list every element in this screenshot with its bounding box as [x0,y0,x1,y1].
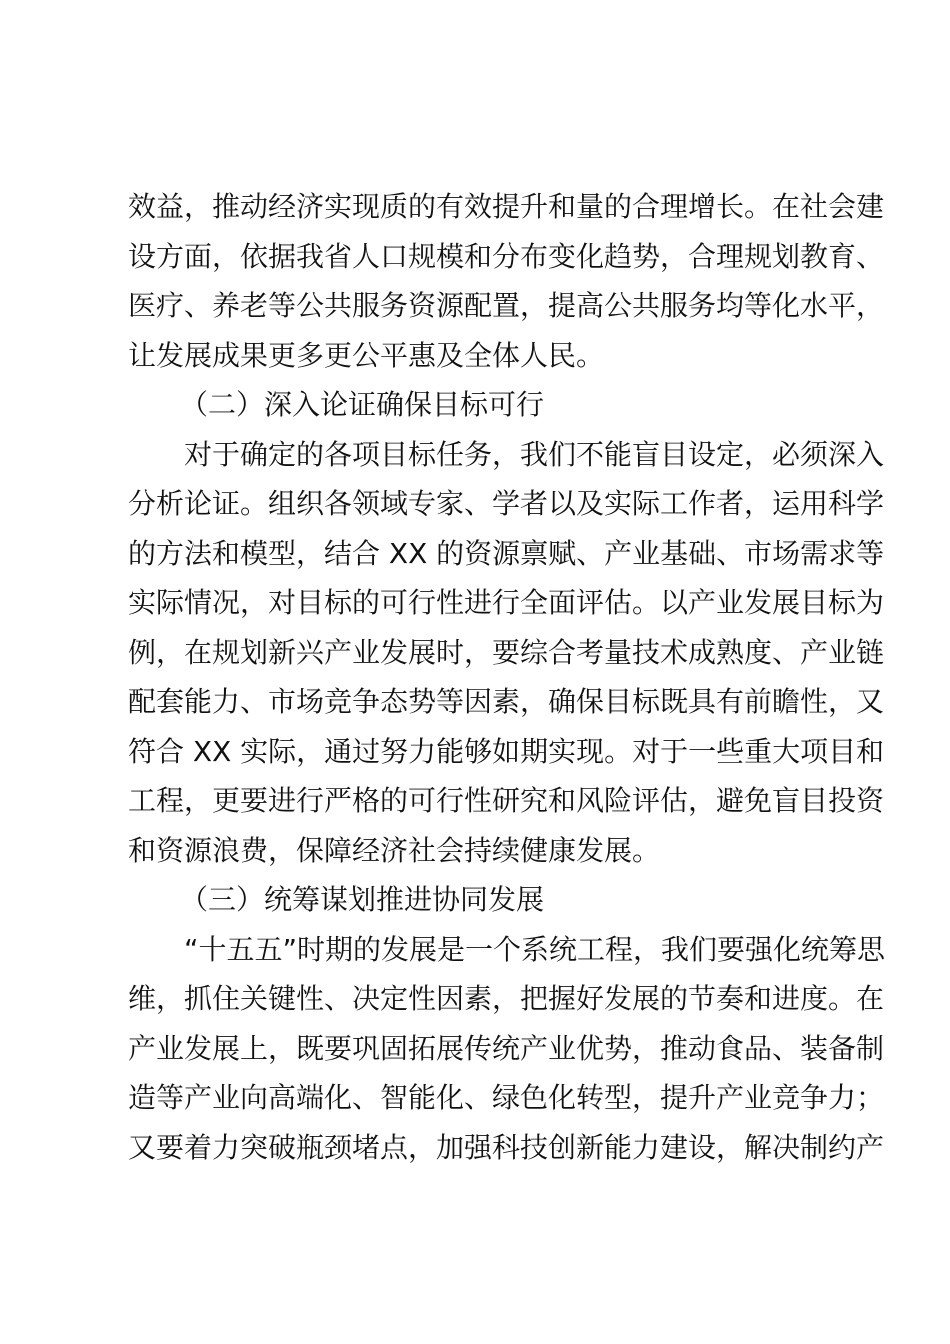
body-line: 对于确定的各项目标任务，我们不能盲目设定，必须深入 [184,437,885,471]
body-line: 工程，更要进行严格的可行性研究和风险评估，避免盲目投资 [128,784,885,817]
body-line: 符合 XX 实际，通过努力能够如期实现。对于一些重大项目和 [128,734,885,768]
body-line: “十五五”时期的发展是一个系统工程，我们要强化统筹思 [184,932,886,966]
body-line: 实际情况，对目标的可行性进行全面评估。以产业发展目标为 [128,586,885,619]
body-line: 效益，推动经济实现质的有效提升和量的合理增长。在社会建 [128,190,885,223]
body-line: 造等产业向高端化、智能化、绿色化转型，提升产业竞争力； [128,1081,885,1114]
body-line: 的方法和模型，结合 XX 的资源禀赋、产业基础、市场需求等 [128,536,885,570]
section-heading: （二）深入论证确保目标可行 [180,388,545,421]
body-line: 分析论证。组织各领域专家、学者以及实际工作者，运用科学 [128,487,885,520]
body-line: 设方面，依据我省人口规模和分布变化趋势，合理规划教育、 [128,239,885,273]
body-line: 让发展成果更多更公平惠及全体人民。 [128,338,605,372]
body-line: 配套能力、市场竞争态势等因素，确保目标既具有前瞻性，又 [128,685,885,718]
document-body [128,182,886,1172]
body-line: 例，在规划新兴产业发展时，要综合考量技术成熟度、产业链 [128,635,885,669]
body-line: 又要着力突破瓶颈堵点，加强科技创新能力建设，解决制约产 [128,1130,885,1164]
body-line: 产业发展上，既要巩固拓展传统产业优势，推动食品、装备制 [128,1031,885,1065]
body-line: 和资源浪费，保障经济社会持续健康发展。 [128,833,661,867]
body-line: 维，抓住关键性、决定性因素，把握好发展的节奏和进度。在 [128,982,885,1015]
section-heading: （三）统筹谋划推进协同发展 [180,883,545,916]
body-line: 医疗、养老等公共服务资源配置，提高公共服务均等化水平， [128,289,885,322]
